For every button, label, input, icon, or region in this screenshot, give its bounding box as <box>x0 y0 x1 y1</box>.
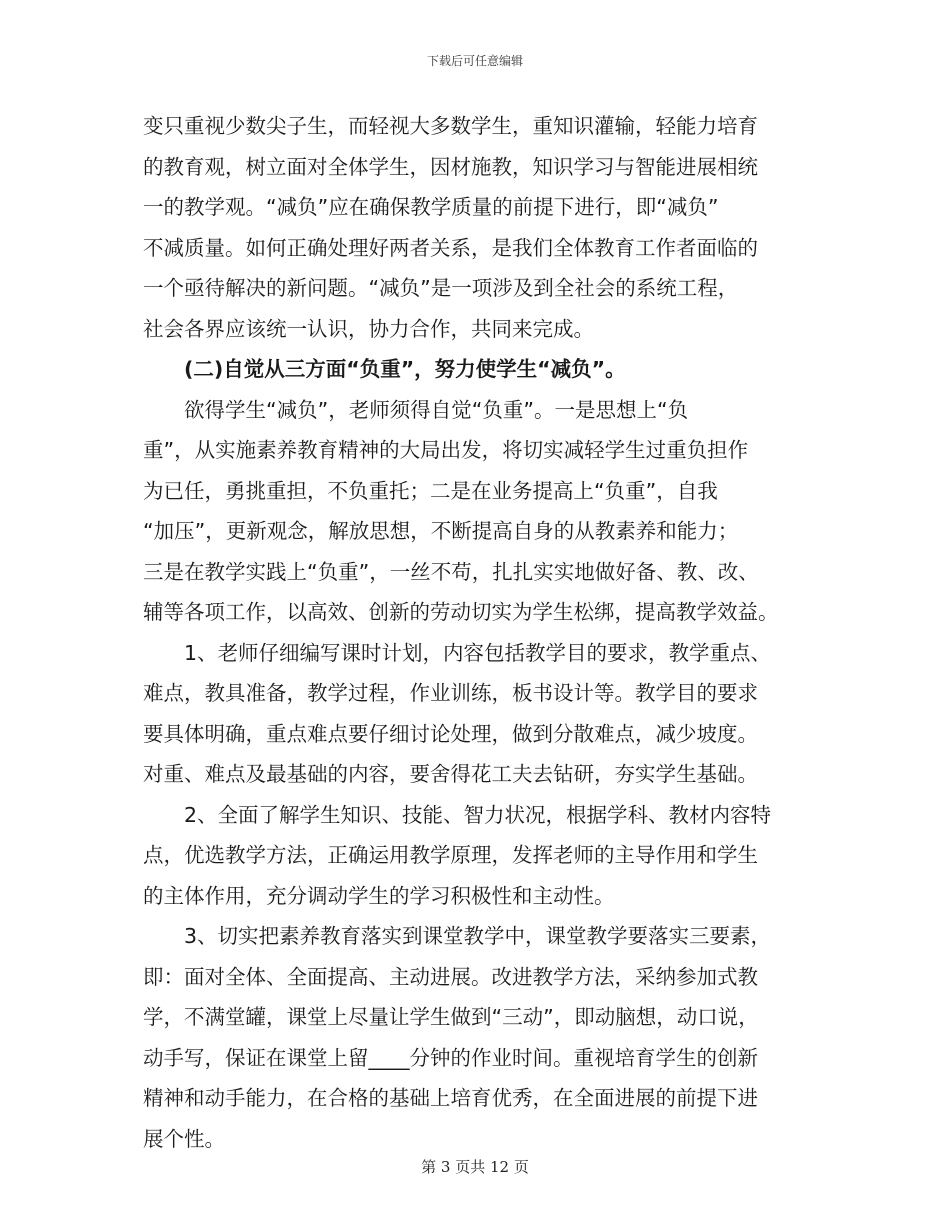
text-line: 一的教学观。“减负”应在确保教学质量的前提下进行，即“减负” <box>143 195 719 219</box>
text-line: 点，优选教学方法，正确运用教学原理，发挥老师的主导作用和学生 <box>143 843 758 867</box>
text-line: 三是在教学实践上“负重”，一丝不苟，扎扎实实地做好备、教、改、 <box>143 559 759 584</box>
text-line: 为已任，勇挑重担，不负重托；二是在业务提高上“负重”，自我 <box>143 478 718 503</box>
page-footer: 第 3 页共 12 页 <box>421 1158 529 1176</box>
paragraph-item-2 <box>143 795 805 917</box>
text-line: 对重、难点及最基础的内容，要舍得花工夫去钻研，夯实学生基础。 <box>143 762 758 786</box>
text-line: “加压”，更新观念，解放思想，不断提高自身的从教素养和能力； <box>143 519 739 543</box>
page-header: 下载后可任意编辑 <box>426 54 523 68</box>
text-line: 要具体明确，重点难点要仔细讨论处理，做到分散难点，减少坡度。 <box>143 721 758 746</box>
paragraph-item-3 <box>143 916 805 1159</box>
heading-text: (二)自觉从三方面“负重”，努力使学生“减负”。 <box>184 357 626 381</box>
paragraph-intro-continued <box>143 106 805 349</box>
text-line: 社会各界应该统一认识，协力合作，共同来完成。 <box>143 316 594 341</box>
text-line: 的主体作用，充分调动学生的学习积极性和主动性。 <box>143 883 615 908</box>
text-line: 变只重视少数尖子生，而轻视大多数学生，重知识灌输，轻能力培育 <box>143 114 758 138</box>
text-line: 2、全面了解学生知识、技能、智力状况，根据学科、教材内容特 <box>184 802 772 827</box>
text-line: 的教育观，树立面对全体学生，因材施教，知识学习与智能进展相统 <box>143 154 758 179</box>
text-line: 难点，教具准备，教学过程，作业训练，板书设计等。教学目的要求 <box>143 681 758 705</box>
text-line: 3、切实把素养教育落实到课堂教学中，课堂教学要落实三要素， <box>184 924 772 948</box>
text-line: 学，不满堂罐，课堂上尽量让学生做到“三动”，即动脑想，动口说， <box>143 1005 759 1029</box>
text-line: 动手写，保证在课堂上留____分钟的作业时间。重视培育学生的创新 <box>143 1045 758 1070</box>
text-line: 不减质量。如何正确处理好两者关系，是我们全体教育工作者面临的 <box>143 235 758 260</box>
text-line: 辅等各项工作，以高效、创新的劳动切实为学生松绑，提高教学效益。 <box>143 600 779 624</box>
text-line: 即：面对全体、全面提高、主动进展。改进教学方法，采纳参加式教 <box>143 964 758 989</box>
text-line: 一个亟待解决的新问题。“减负”是一项涉及到全社会的系统工程， <box>143 276 739 300</box>
text-line: 重”，从实施素养教育精神的大局出发，将切实减轻学生过重负担作 <box>143 438 749 462</box>
text-line: 1、老师仔细编写课时计划，内容包括教学目的要求，教学重点、 <box>184 640 772 665</box>
text-line: 展个性。 <box>143 1126 225 1151</box>
document-body <box>143 106 805 1159</box>
text-line: 欲得学生“减负”，老师须得自觉“负重”。一是思想上“负 <box>184 397 689 422</box>
paragraph-item-1 <box>143 633 805 795</box>
paragraph-burden <box>143 390 805 633</box>
section-heading <box>143 349 805 390</box>
text-line: 精神和动手能力，在合格的基础上培育优秀，在全面进展的前提下进 <box>143 1086 758 1110</box>
